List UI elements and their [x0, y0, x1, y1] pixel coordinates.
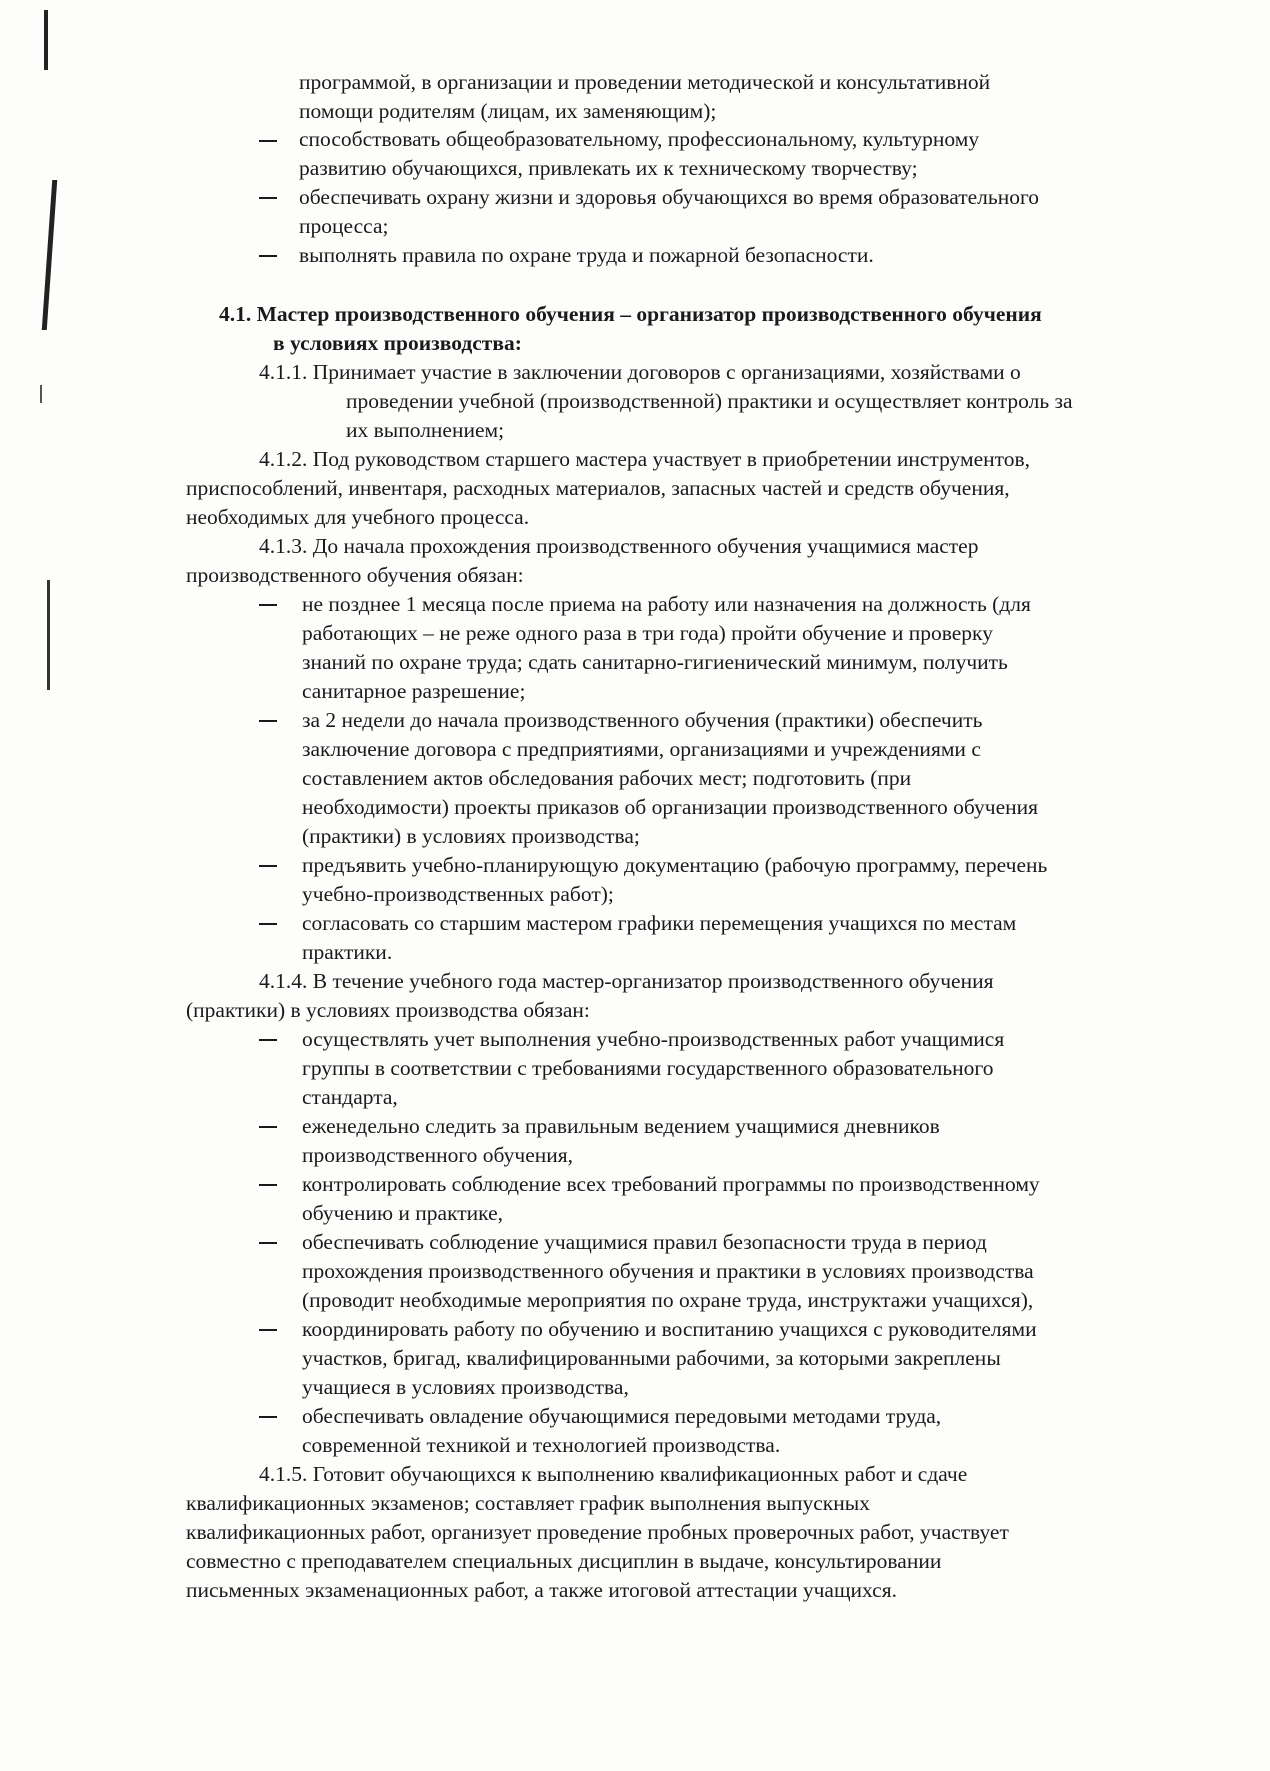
text-line: контролировать соблюдение всех требований программы по производственному	[302, 1172, 1040, 1196]
text-line: знаний по охране труда; сдать санитарно-гигиенический минимум, получить	[302, 650, 1008, 674]
bullet-dash	[259, 1416, 277, 1418]
bullet-dash	[259, 1242, 277, 1244]
scan-artifact	[42, 180, 57, 330]
text-line: согласовать со старшим мастером графики перемещения учащихся по местам	[302, 911, 1017, 935]
text-line: их выполнением;	[346, 418, 505, 442]
text-line: совместно с преподавателем специальных дисциплин в выдаче, консультировании	[186, 1549, 942, 1573]
text-line: (проводит необходимые мероприятия по охране труда, инструктажи учащихся),	[302, 1288, 1034, 1312]
text-line: предъявить учебно-планирующую документацию (рабочую программу, перечень	[302, 853, 1048, 877]
text-line: (практики) в условиях производства;	[302, 824, 640, 848]
text-line: приспособлений, инвентаря, расходных материалов, запасных частей и средств обучения,	[186, 476, 1010, 500]
bullet-dash	[259, 1039, 277, 1041]
bullet-dash	[259, 604, 277, 606]
text-line: стандарта,	[302, 1085, 398, 1109]
scan-artifact	[40, 385, 42, 403]
text-line: выполнять правила по охране труда и пожарной безопасности.	[299, 243, 874, 267]
scan-artifact	[47, 580, 50, 690]
text-line: необходимости) проекты приказов об организации производственного обучения	[302, 795, 1039, 819]
text-line: за 2 недели до начала производственного обучения (практики) обеспечить	[302, 708, 983, 732]
text-line: обучению и практике,	[302, 1201, 503, 1225]
text-line: процесса;	[299, 214, 389, 238]
text-line: практики.	[302, 940, 393, 964]
bullet-dash	[259, 1329, 277, 1331]
text-line: производственного обучения,	[302, 1143, 574, 1167]
text-line: 4.1.2. Под руководством старшего мастера участвует в приобретении инструментов,	[259, 447, 1031, 471]
text-line: учащиеся в условиях производства,	[302, 1375, 629, 1399]
bullet-dash	[259, 197, 277, 199]
section-heading: 4.1. Мастер производственного обучения – организатор производственного обучения	[219, 302, 1042, 326]
text-line: учебно-производственных работ);	[302, 882, 614, 906]
text-line: квалификационных работ, организует проведение пробных проверочных работ, участвует	[186, 1520, 1009, 1544]
bullet-dash	[259, 140, 277, 142]
text-line: (практики) в условиях производства обязан:	[186, 998, 590, 1022]
text-line: группы в соответствии с требованиями государственного образовательного	[302, 1056, 994, 1080]
text-line: проведении учебной (производственной) практики и осуществляет контроль за	[346, 389, 1073, 413]
text-line: прохождения производственного обучения и практики в условиях производства	[302, 1259, 1034, 1283]
bullet-dash	[259, 1126, 277, 1128]
text-line: еженедельно следить за правильным ведением учащимися дневников	[302, 1114, 940, 1138]
text-line: осуществлять учет выполнения учебно-производственных работ учащимися	[302, 1027, 1005, 1051]
text-line: обеспечивать соблюдение учащимися правил безопасности труда в период	[302, 1230, 987, 1254]
text-line: не позднее 1 месяца после приема на работу или назначения на должность (для	[302, 592, 1031, 616]
text-line: необходимых для учебного процесса.	[186, 505, 530, 529]
scan-artifact	[44, 10, 48, 70]
text-line: 4.1.5. Готовит обучающихся к выполнению квалификационных работ и сдаче	[259, 1462, 968, 1486]
text-line: 4.1.3. До начала прохождения производственного обучения учащимися мастер	[259, 534, 979, 558]
text-line: 4.1.4. В течение учебного года мастер-организатор производственного обучения	[259, 969, 994, 993]
bullet-dash	[259, 255, 277, 257]
text-line: квалификационных экзаменов; составляет график выполнения выпускных	[186, 1491, 870, 1515]
bullet-dash	[259, 923, 277, 925]
text-line: способствовать общеобразовательному, профессиональному, культурному	[299, 127, 980, 151]
text-line: составлением актов обследования рабочих мест; подготовить (при	[302, 766, 912, 790]
bullet-dash	[259, 720, 277, 722]
text-line: помощи родителям (лицам, их заменяющим);	[299, 99, 717, 123]
text-line: производственного обучения обязан:	[186, 563, 524, 587]
text-line: 4.1.1. Принимает участие в заключении договоров с организациями, хозяйствами о	[259, 360, 1021, 384]
section-heading: в условиях производства:	[273, 331, 522, 355]
bullet-dash	[259, 865, 277, 867]
text-line: современной техникой и технологией производства.	[302, 1433, 781, 1457]
text-line: участков, бригад, квалифицированными рабочими, за которыми закреплены	[302, 1346, 1001, 1370]
text-line: работающих – не реже одного раза в три года) пройти обучение и проверку	[302, 621, 993, 645]
text-line: программой, в организации и проведении методической и консультативной	[299, 70, 991, 94]
text-line: развитию обучающихся, привлекать их к техническому творчеству;	[299, 156, 918, 180]
text-line: письменных экзаменационных работ, а также итоговой аттестации учащихся.	[186, 1578, 897, 1602]
text-line: санитарное разрешение;	[302, 679, 526, 703]
bullet-dash	[259, 1184, 277, 1186]
text-line: координировать работу по обучению и воспитанию учащихся с руководителями	[302, 1317, 1037, 1341]
text-line: обеспечивать овладение обучающимися передовыми методами труда,	[302, 1404, 942, 1428]
text-line: обеспечивать охрану жизни и здоровья обучающихся во время образовательного	[299, 185, 1040, 209]
text-line: заключение договора с предприятиями, организациями и учреждениями с	[302, 737, 981, 761]
